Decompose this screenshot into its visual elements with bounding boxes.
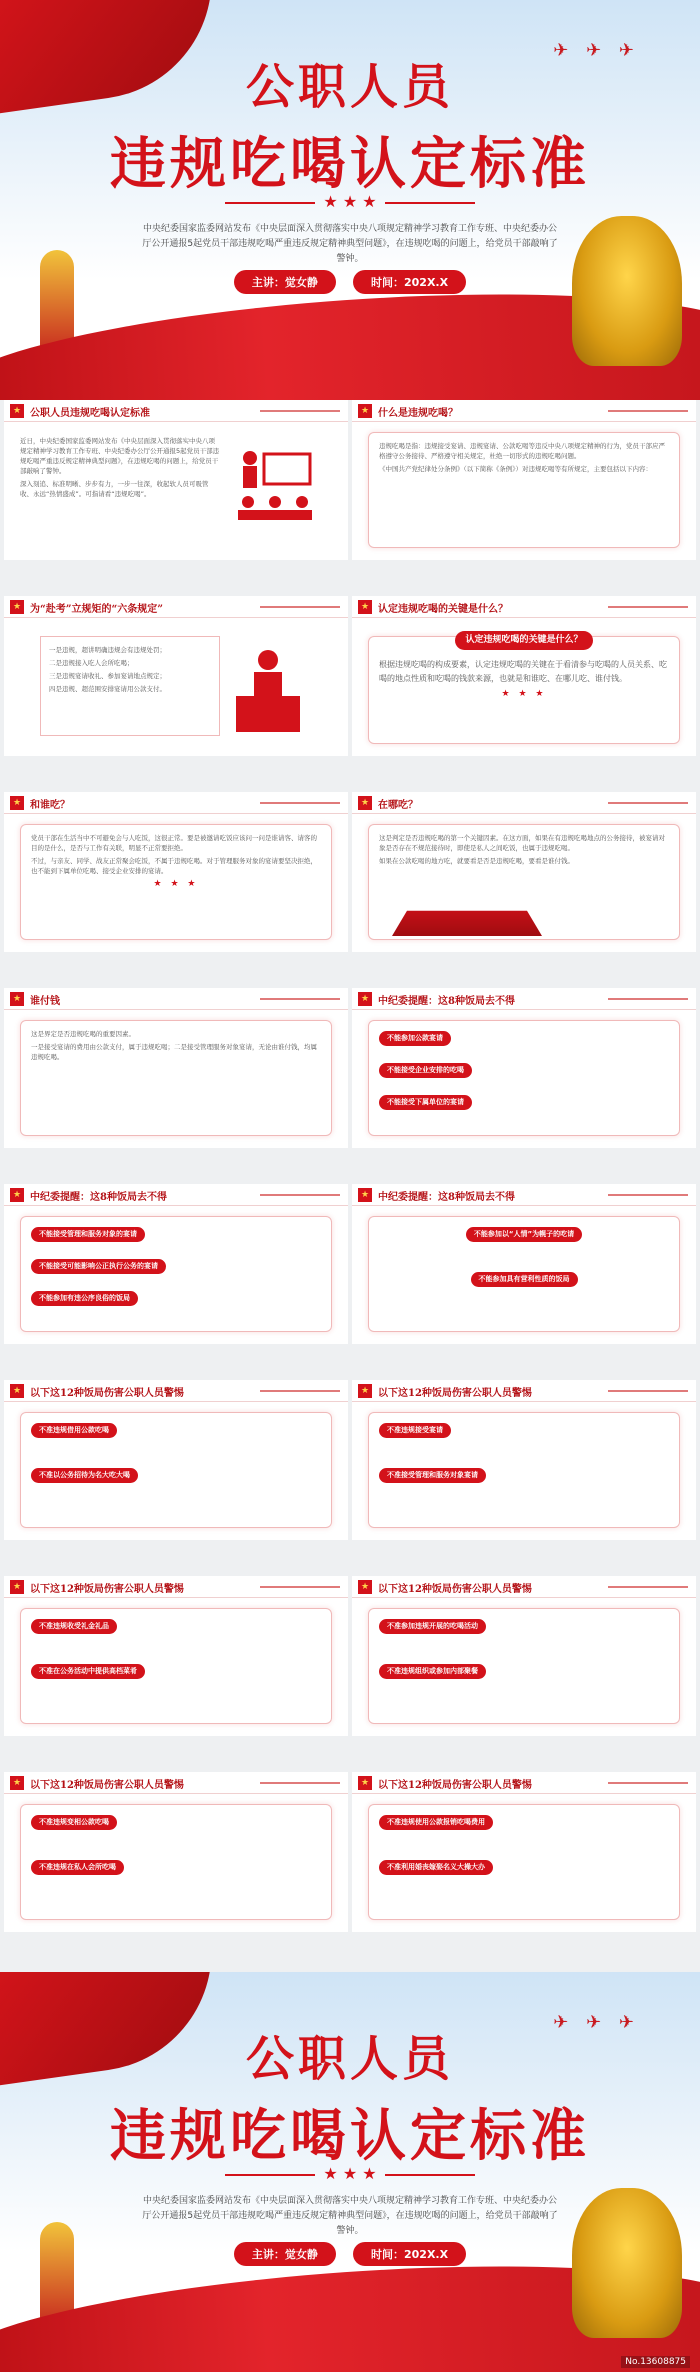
rule-badge: 不准接受管理和服务对象宴请: [379, 1468, 486, 1483]
slide-title: 中纪委提醒：这8种饭局去不得: [30, 1192, 167, 1203]
star-icon: ★: [10, 404, 24, 418]
cover-intro: 中央纪委国家监委网站发布《中央层面深入贯彻落实中央八项规定精神学习教育工作专班、中央纪委办公厅公开通报5起党员干部违规吃喝严重违反规定精神典型问题》，在违规吃喝的问题上，给党员干部敲响了警钟。: [142, 224, 558, 264]
slide-text: 党员干部在生活当中不可避免会与人吃饭，这很正常。要是被邀请吃饭应该问一问是谁请客、请客的目的是什么，是否与工作有关联，明显不正常要拒绝。: [31, 834, 317, 852]
star-icon: ★: [358, 1580, 372, 1594]
slide-text: 这是判定是否违规吃喝的第一个关键因素。在这方面，如果在有违规吃喝地点的公务接待，被宴请对象是否存在不规范接待时，即使是私人之间吃饭，也属于违规吃喝。: [379, 834, 665, 852]
slide-title: 在哪吃？: [378, 800, 418, 811]
star-icon: ★: [10, 796, 24, 810]
list-item: 二是违规接入吃人会所吃喝；: [49, 659, 134, 667]
star-icon: ★: [358, 1776, 372, 1790]
slide-card: [4, 400, 348, 560]
rule-badge: 不准违规借用公款吃喝: [31, 1423, 117, 1438]
slide-card: [352, 1772, 696, 1932]
golden-lion-icon: [572, 2188, 682, 2338]
rule-badge: 不准违规组织或参加内部聚餐: [379, 1664, 486, 1679]
slide-text: 违规吃喝是指：违规接受宴请、违规宴请、公款吃喝等违反中央八项规定精神的行为，党员干部应严格遵守公务接待、严格遵守相关规定，杜绝一切形式的违规吃喝问题。: [379, 442, 665, 460]
star-icon: ★: [358, 404, 372, 418]
slide-title: 什么是违规吃喝？: [378, 408, 458, 419]
slide-title: 中纪委提醒：这8种饭局去不得: [378, 1192, 515, 1203]
slide-title: 以下这12种饭局伤害公职人员警惕: [378, 1584, 532, 1595]
cover-intro: 中央纪委国家监委网站发布《中央层面深入贯彻落实中央八项规定精神学习教育工作专班、中央纪委办公厅公开通报5起党员干部违规吃喝严重违反规定精神典型问题》，在违规吃喝的问题上，给党员干部敲响了警钟。: [142, 2196, 558, 2236]
birds-icon: ✈ ✈ ✈: [553, 40, 640, 61]
slide-card: [4, 596, 348, 756]
star-icon: ★: [358, 600, 372, 614]
slide-card: [4, 1772, 348, 1932]
slide-card: [352, 1576, 696, 1736]
slide-card: [352, 1184, 696, 1344]
star-icon: ★: [10, 992, 24, 1006]
slide-title: 中纪委提醒：这8种饭局去不得: [378, 996, 515, 1007]
star-icon: ★: [358, 1384, 372, 1398]
slide-text: 近日，中央纪委国家监委网站发布《中央层面深入贯彻落实中央八项规定精神学习教育工作专班、中央纪委办公厅公开通报5起党员干部违规吃喝严重违反规定精神典型问题》，在违规吃喝的问题上，给党员干部敲响了警钟。: [20, 437, 220, 475]
time-pill: 时间：202X.X: [353, 2242, 466, 2266]
stars-decoration: ★ ★ ★: [153, 879, 199, 889]
cover-title-line1: 公职人员: [245, 2031, 454, 2087]
slide-title: 和谁吃？: [30, 800, 70, 811]
time-pill: 时间：202X.X: [353, 270, 466, 294]
slide-title: 为“赴考”立规矩的“六条规定”: [30, 604, 164, 615]
rule-badge: 不准违规使用公款报销吃喝费用: [379, 1815, 493, 1830]
list-item: 三是违规宴请收礼、参加宴请地点规定；: [49, 672, 166, 680]
slide-card: [4, 988, 348, 1148]
slide-title: 以下这12种饭局伤害公职人员警惕: [30, 1584, 184, 1595]
image-id-label: No.13608875: [621, 2356, 690, 2368]
rule-badge: 不准违规接受宴请: [379, 1423, 451, 1438]
star-icon: ★: [10, 1580, 24, 1594]
slide-heading: 认定违规吃喝的关键是什么？: [455, 631, 592, 650]
rule-badge: 不准违规变相公款吃喝: [31, 1815, 117, 1830]
star-icon: ★: [10, 1776, 24, 1790]
slide-text: 如果在公款吃喝的地方吃，就要看是否是违规吃喝，要看是谁付钱。: [379, 857, 574, 865]
speaker-pill: 主讲：觉女静: [234, 270, 336, 294]
slide-title: 谁付钱: [30, 996, 60, 1007]
rule-badge: 不准违规收受礼金礼品: [31, 1619, 117, 1634]
slide-text: 不过，与亲友、同学、战友正常聚会吃饭，不属于违规吃喝。对于管理服务对象的宴请要坚决拒绝，也不能到下属单位吃喝、接受企业安排的宴请。: [31, 857, 317, 875]
list-item: 一是违规，超讲明确违规会有违规处罚；: [49, 646, 166, 654]
star-icon: ★: [358, 992, 372, 1006]
birds-icon: ✈ ✈ ✈: [553, 2012, 640, 2033]
slide-text: 根据违规吃喝的构成要素，认定违规吃喝的关键在于看清参与吃喝的人员关系、吃喝的地点性质和吃喝的钱款来源，也就是和谁吃、在哪儿吃、谁付钱。: [379, 660, 667, 683]
slide-title: 以下这12种饭局伤害公职人员警惕: [378, 1388, 532, 1399]
rule-badge: 不能参加公款宴请: [379, 1031, 451, 1046]
cover-bottom: [0, 1972, 700, 2372]
rule-badge: 不能接受企业安排的吃喝: [379, 1063, 472, 1078]
cover-title-line2: 违规吃喝认定标准: [110, 131, 590, 197]
rule-badge: 不准利用婚丧嫁娶名义大操大办: [379, 1860, 493, 1875]
slide-text: 《中国共产党纪律处分条例》（以下简称《条例》）对违规吃喝等有所规定，主要包括以下内容：: [379, 465, 652, 473]
cover-top: [0, 0, 700, 400]
cover-title-line2: 违规吃喝认定标准: [110, 2103, 590, 2169]
slide-card: [352, 1380, 696, 1540]
slide-title: 认定违规吃喝的关键是什么？: [378, 604, 508, 615]
slide-card: [352, 792, 696, 952]
star-divider: ★ ★ ★: [0, 2164, 700, 2183]
slide-title: 以下这12种饭局伤害公职人员警惕: [30, 1780, 184, 1791]
slide-card: [352, 596, 696, 756]
stars-decoration: ★ ★ ★: [501, 689, 547, 699]
rule-badge: 不准违规在私人会所吃喝: [31, 1860, 124, 1875]
list-item: 四是违规、超范围安排宴请用公款支付。: [49, 685, 166, 693]
slide-card: [4, 792, 348, 952]
cover-title-line1: 公职人员: [245, 59, 454, 115]
meeting-icon: [230, 446, 320, 526]
star-icon: ★: [10, 1188, 24, 1202]
star-icon: ★: [10, 1384, 24, 1398]
slide-card: [4, 1576, 348, 1736]
rule-badge: 不能参加具有营利性质的饭局: [471, 1272, 578, 1287]
slide-card: [4, 1184, 348, 1344]
rule-badge: 不能接受可能影响公正执行公务的宴请: [31, 1259, 166, 1274]
rule-badge: 不能参加有违公序良俗的饭局: [31, 1291, 138, 1306]
speaker-podium-icon: [228, 646, 308, 736]
slide-card: [352, 400, 696, 560]
star-divider: ★ ★ ★: [0, 192, 700, 211]
slide-title: 公职人员违规吃喝认定标准: [30, 408, 150, 419]
rule-badge: 不能接受管理和服务对象的宴请: [31, 1227, 145, 1242]
slide-text: 一是接受宴请的费用由公款支付，属于违规吃喝；二是接受管理服务对象宴请，无论由谁付钱，均属违规吃喝。: [31, 1043, 317, 1061]
rule-badge: 不能参加以“人情”为幌子的吃请: [466, 1227, 582, 1242]
slide-card: [4, 1380, 348, 1540]
rule-badge: 不准参加违规开展的吃喝活动: [379, 1619, 486, 1634]
golden-lion-icon: [572, 216, 682, 366]
slide-text: 深入刻追、标准明晰、步步有力，一步一往深，收起软人员可吸管收、永远“热情盛成”。可指请看“违规吃喝”。: [20, 480, 209, 498]
rule-badge: 不准在公务活动中提供高档菜肴: [31, 1664, 145, 1679]
slide-text: 这是界定是否违规吃喝的重要因素。: [31, 1030, 135, 1038]
speaker-pill: 主讲：觉女静: [234, 2242, 336, 2266]
star-icon: ★: [10, 600, 24, 614]
rule-badge: 不能接受下属单位的宴请: [379, 1095, 472, 1110]
slide-title: 以下这12种饭局伤害公职人员警惕: [30, 1388, 184, 1399]
slide-card: [352, 988, 696, 1148]
slide-title: 以下这12种饭局伤害公职人员警惕: [378, 1780, 532, 1791]
star-icon: ★: [358, 1188, 372, 1202]
rule-badge: 不准以公务招待为名大吃大喝: [31, 1468, 138, 1483]
star-icon: ★: [358, 796, 372, 810]
